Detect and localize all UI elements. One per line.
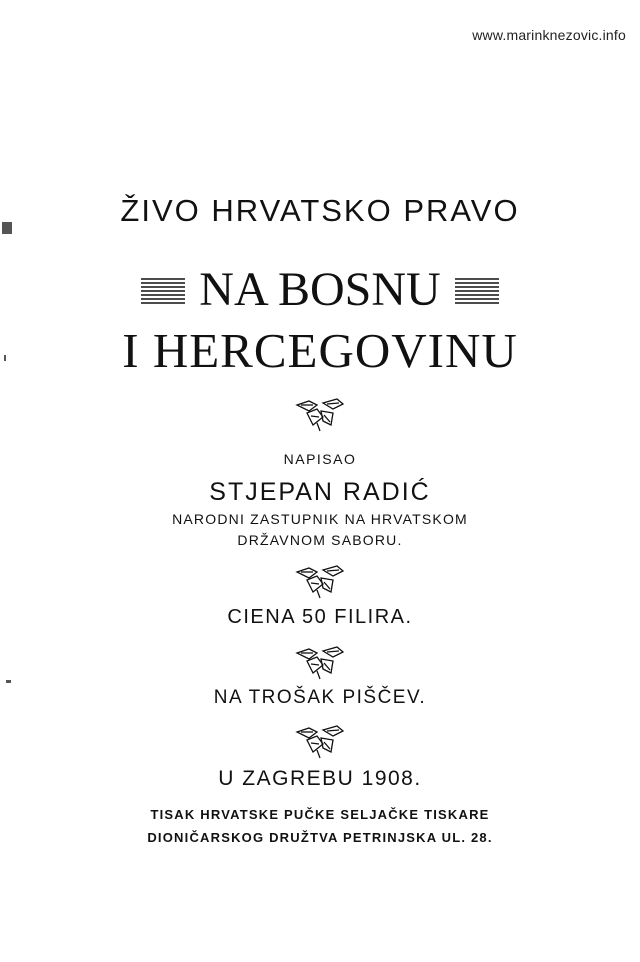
price: CIENA 50 FILIRA. <box>227 606 413 628</box>
scan-speck <box>2 222 12 234</box>
author-role-line-1: NARODNI ZASTUPNIK NA HRVATSKOM <box>172 511 468 527</box>
ornament-1 <box>0 395 640 435</box>
leaf-vignette-icon <box>293 395 347 435</box>
leaf-vignette-icon <box>293 643 347 683</box>
leaf-vignette-icon <box>293 722 347 762</box>
scan-speck <box>6 680 11 683</box>
title-line-2: I HERCEGOVINU <box>122 323 518 378</box>
horizontal-lines-icon <box>455 276 499 304</box>
byline: NAPISAO <box>283 451 357 467</box>
title-line-1-row <box>0 262 640 317</box>
scan-speck <box>4 355 6 361</box>
author-role-line-2: DRŽAVNOM SABORU. <box>237 532 403 548</box>
printer-line-2: DIONIČARSKOG DRUŽTVA PETRINJSKA UL. 28. <box>147 830 493 845</box>
ornament-3 <box>0 643 640 683</box>
horizontal-lines-icon <box>141 276 185 304</box>
ornament-4 <box>0 722 640 762</box>
cost-note: NA TROŠAK PIŠČEV. <box>213 687 427 708</box>
supertitle: ŽIVO HRVATSKO PRAVO <box>120 193 520 228</box>
leaf-vignette-icon <box>293 562 347 602</box>
author-name: STJEPAN RADIĆ <box>209 478 431 506</box>
printer-line-1: TISAK HRVATSKE PUČKE SELJAČKE TISKARE <box>150 807 490 822</box>
ornament-2 <box>0 562 640 602</box>
website-watermark: www.marinknezovic.info <box>472 27 626 43</box>
place-and-year: U ZAGREBU 1908. <box>218 767 422 790</box>
title-line-1: NA BOSNU <box>199 263 441 316</box>
